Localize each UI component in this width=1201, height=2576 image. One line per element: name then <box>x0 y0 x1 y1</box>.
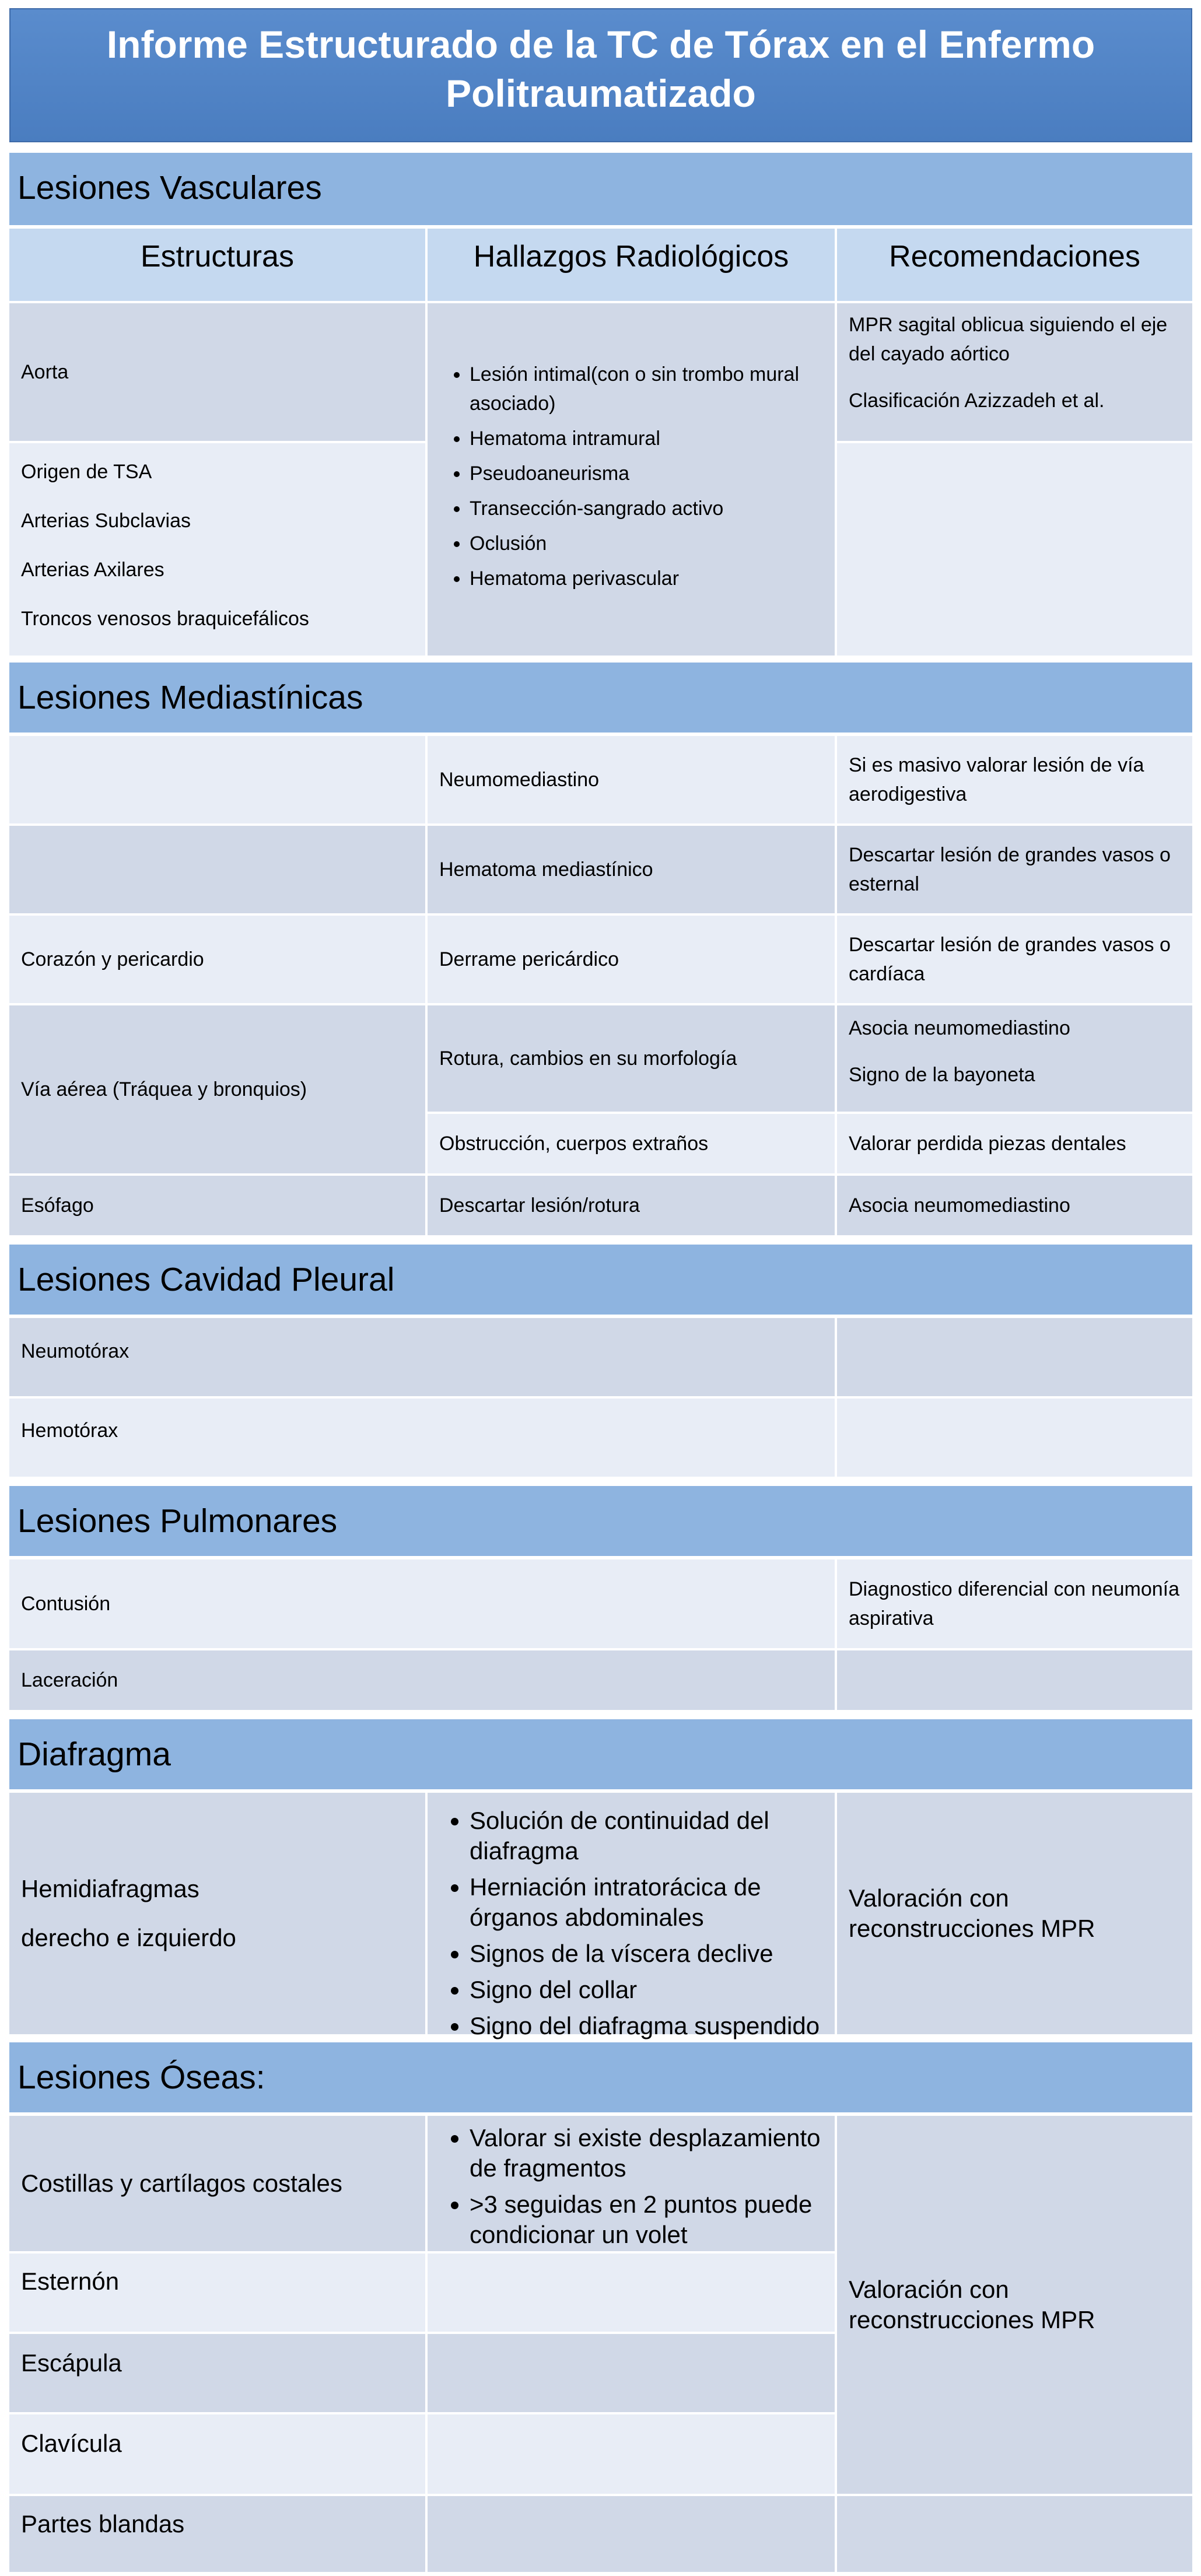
title-line-1: Informe Estructurado de la TC de Tórax en el Enfermo <box>106 23 1095 66</box>
report-title <box>9 8 1192 142</box>
finding-item: • Oclusión <box>470 529 823 558</box>
rec-airway-rupture <box>837 1005 1192 1112</box>
finding-item: • Signo del collar <box>470 1975 830 2005</box>
structure-clavicle: Clavícula <box>9 2414 425 2494</box>
structure-ribs: Costillas y cartílagos costales <box>9 2116 425 2251</box>
structure-empty <box>9 826 425 913</box>
structure-axillary: Arterias Axilares <box>21 559 164 581</box>
finding-airway-obstruction: Obstrucción, cuerpos extraños <box>428 1114 835 1173</box>
structure-subclavian: Arterias Subclavias <box>21 510 191 532</box>
rec-pneumomediastinum: Si es masivo valorar lesión de vía aerodigestiva <box>837 736 1192 823</box>
finding-airway-rupture: Rotura, cambios en su morfología <box>428 1005 835 1112</box>
structure-soft-tissue: Partes blandas <box>9 2496 425 2572</box>
rec-empty <box>837 1650 1192 1710</box>
header-findings: Hallazgos Radiológicos <box>428 229 835 301</box>
finding-item: • Lesión intimal(con o sin trombo mural asociado) <box>470 360 823 418</box>
structure-laceration: Laceración <box>9 1650 835 1710</box>
section-pleural: Lesiones Cavidad Pleural <box>9 1245 1192 1315</box>
rec-contusion: Diagnostico diferencial con neumonía aspirativa <box>837 1559 1192 1648</box>
finding-mediastinal-hematoma: Hematoma mediastínico <box>428 826 835 913</box>
finding-item: • Hematoma intramural <box>470 424 823 453</box>
rec-mpr-sagittal: MPR sagital oblicua siguiendo el eje del cayado aórtico <box>849 314 1168 365</box>
structure-aorta: Aorta <box>9 303 425 441</box>
section-vascular: Lesiones Vasculares <box>9 153 1192 225</box>
rec-empty <box>837 1399 1192 1477</box>
header-structures: Estructuras <box>9 229 425 301</box>
recommendation-empty <box>837 443 1192 656</box>
structure-empty <box>9 736 425 823</box>
rec-dental-pieces: Valorar perdida piezas dentales <box>837 1114 1192 1173</box>
rec-mediastinal-hematoma: Descartar lesión de grandes vasos o esternal <box>837 826 1192 913</box>
structure-pneumothorax: Neumotórax <box>9 1318 835 1396</box>
section-bone: Lesiones Óseas: <box>9 2042 1192 2112</box>
structure-sternum: Esternón <box>9 2253 425 2332</box>
structure-contusion: Contusión <box>9 1559 835 1648</box>
finding-item: • Solución de continuidad del diafragma <box>470 1806 830 1866</box>
findings-diaphragm-list <box>428 1806 830 2041</box>
structure-hemidiaphragms <box>9 1793 425 2034</box>
finding-pneumomediastinum: Neumomediastino <box>428 736 835 823</box>
finding-item: • Transección-sangrado activo <box>470 494 823 523</box>
structure-heart-pericardium: Corazón y pericardio <box>9 916 425 1003</box>
structure-brachiocephalic: Troncos venosos braquicefálicos <box>21 608 309 630</box>
rec-azizzadeh: Clasificación Azizzadeh et al. <box>849 390 1105 412</box>
rec-pericardial-effusion: Descartar lesión de grandes vasos o cardíaca <box>837 916 1192 1003</box>
rec-bayonet-sign: Signo de la bayoneta <box>849 1064 1035 1086</box>
section-pulmonary: Lesiones Pulmonares <box>9 1486 1192 1556</box>
finding-pericardial-effusion: Derrame pericárdico <box>428 916 835 1003</box>
structures-vascular-list <box>9 443 425 656</box>
finding-esophagus: Descartar lesión/rotura <box>428 1176 835 1235</box>
rec-esophagus: Asocia neumomediastino <box>837 1176 1192 1235</box>
rec-associates-pneumomediastinum: Asocia neumomediastino <box>849 1017 1070 1039</box>
finding-item: • Signo del diafragma suspendido <box>470 2011 830 2041</box>
finding-empty <box>428 2414 835 2494</box>
structure-esophagus: Esófago <box>9 1176 425 1235</box>
title-line-2: Politraumatizado <box>446 72 756 115</box>
findings-ribs <box>428 2116 835 2251</box>
finding-empty <box>428 2334 835 2412</box>
structure-hemidiaphragms-line2: derecho e izquierdo <box>21 1924 236 1951</box>
structure-airway: Vía aérea (Tráquea y bronquios) <box>9 1005 425 1173</box>
finding-item: • Hematoma perivascular <box>470 564 823 593</box>
finding-item: • Pseudoaneurisma <box>470 459 823 488</box>
findings-vascular <box>428 303 835 656</box>
findings-vascular-list <box>428 360 823 599</box>
structure-hemothorax: Hemotórax <box>9 1399 835 1477</box>
rec-empty <box>837 1318 1192 1396</box>
rec-empty <box>837 2496 1192 2572</box>
rec-bone: Valoración con reconstrucciones MPR <box>837 2116 1192 2494</box>
structure-tsa: Origen de TSA <box>21 461 152 483</box>
structure-hemidiaphragms-line1: Hemidiafragmas <box>21 1875 199 1902</box>
structure-scapula: Escápula <box>9 2334 425 2412</box>
rec-diaphragm: Valoración con reconstrucciones MPR <box>837 1793 1192 2034</box>
finding-item: • Valorar si existe desplazamiento de fragmentos <box>470 2123 830 2184</box>
finding-item: • Signos de la víscera declive <box>470 1939 830 1969</box>
finding-item: • Herniación intratorácica de órganos abdominales <box>470 1872 830 1933</box>
section-diaphragm: Diafragma <box>9 1719 1192 1789</box>
findings-ribs-list <box>428 2123 830 2250</box>
finding-empty <box>428 2496 835 2572</box>
recommendation-aorta <box>837 303 1192 441</box>
section-mediastinal: Lesiones Mediastínicas <box>9 663 1192 733</box>
finding-item: • >3 seguidas en 2 puntos puede condicionar un volet <box>470 2189 830 2250</box>
findings-diaphragm <box>428 1793 835 2039</box>
header-recommendations: Recomendaciones <box>837 229 1192 301</box>
finding-empty <box>428 2253 835 2332</box>
